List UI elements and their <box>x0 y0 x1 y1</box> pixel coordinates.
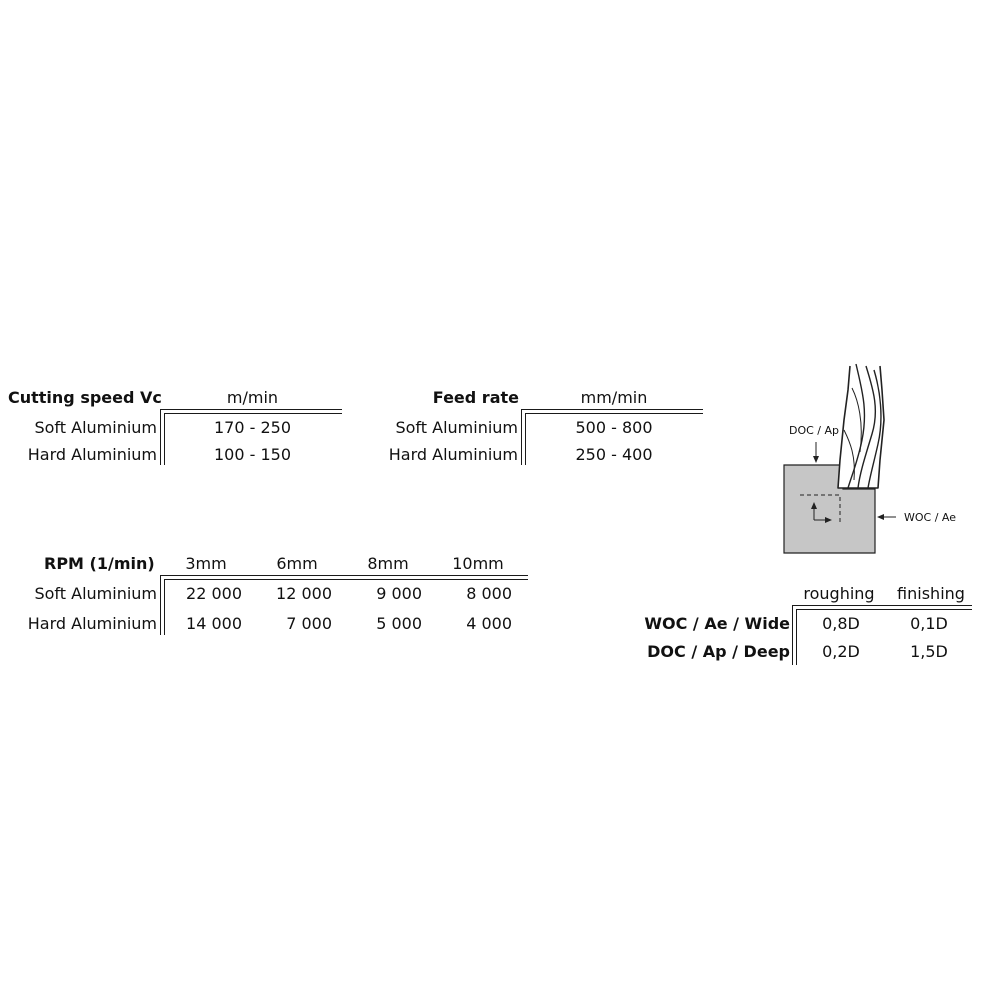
feed-row-value: 250 - 400 <box>575 445 653 464</box>
rpm-column-header: 10mm <box>452 554 504 573</box>
rpm-cell: 7 000 <box>286 614 332 633</box>
rpm-cell: 5 000 <box>376 614 422 633</box>
engagement-cell: 0,8D <box>822 614 860 633</box>
engagement-table-rule-top <box>792 605 972 606</box>
woc-label: WOC / Ae <box>904 511 957 524</box>
speed-row-label: Hard Aluminium <box>27 445 157 464</box>
engagement-cell: 0,2D <box>822 642 860 661</box>
speed-table-rule-bottom <box>164 413 342 414</box>
rpm-cell: 4 000 <box>466 614 512 633</box>
feed-table-unit: mm/min <box>580 388 648 407</box>
end-mill-icon <box>838 364 884 488</box>
engagement-table-rule-bottom <box>796 609 972 610</box>
rpm-row-label: Hard Aluminium <box>27 614 157 633</box>
feed-table-rule-bottom <box>525 413 703 414</box>
doc-label: DOC / Ap <box>789 424 840 437</box>
speed-row-value: 170 - 250 <box>213 418 292 437</box>
engagement-table-rule-right <box>796 609 797 665</box>
feed-table-rule-left <box>521 409 522 465</box>
speed-table-rule-right <box>164 413 165 465</box>
speed-table-header: Cutting speed Vc <box>8 388 162 407</box>
rpm-table-rule-left <box>160 575 161 635</box>
speed-table-rule-top <box>160 409 342 410</box>
feed-row-value: 500 - 800 <box>575 418 653 437</box>
feed-row-label: Hard Aluminium <box>388 445 518 464</box>
engagement-cell: 0,1D <box>910 614 948 633</box>
engagement-column-header: roughing <box>803 584 875 603</box>
feed-table-rule-top <box>521 409 703 410</box>
engagement-column-header: finishing <box>897 584 965 603</box>
rpm-table-rule-bottom <box>164 579 528 580</box>
rpm-cell: 9 000 <box>376 584 422 603</box>
feed-row-label: Soft Aluminium <box>395 418 518 437</box>
feed-table-header: Feed rate <box>432 388 519 407</box>
rpm-cell: 14 000 <box>186 614 242 633</box>
end-mill-diagram <box>770 360 980 560</box>
feed-table-rule-right <box>525 413 526 465</box>
rpm-table-rule-top <box>160 575 528 576</box>
rpm-cell: 8 000 <box>466 584 512 603</box>
rpm-table-rule-right <box>164 579 165 635</box>
rpm-column-header: 8mm <box>367 554 409 573</box>
speed-table-unit: m/min <box>226 388 279 407</box>
rpm-row-label: Soft Aluminium <box>34 584 157 603</box>
engagement-table-rule-left <box>792 605 793 665</box>
engagement-row-label: DOC / Ap / Deep <box>647 642 790 661</box>
rpm-cell: 12 000 <box>276 584 332 603</box>
speed-row-value: 100 - 150 <box>213 445 292 464</box>
engagement-row-label: WOC / Ae / Wide <box>644 614 790 633</box>
rpm-column-header: 6mm <box>276 554 318 573</box>
speed-row-label: Soft Aluminium <box>34 418 157 437</box>
engagement-cell: 1,5D <box>910 642 948 661</box>
rpm-cell: 22 000 <box>186 584 242 603</box>
rpm-table-header: RPM (1/min) <box>44 554 155 573</box>
speed-table-rule-left <box>160 409 161 465</box>
rpm-column-header: 3mm <box>185 554 227 573</box>
